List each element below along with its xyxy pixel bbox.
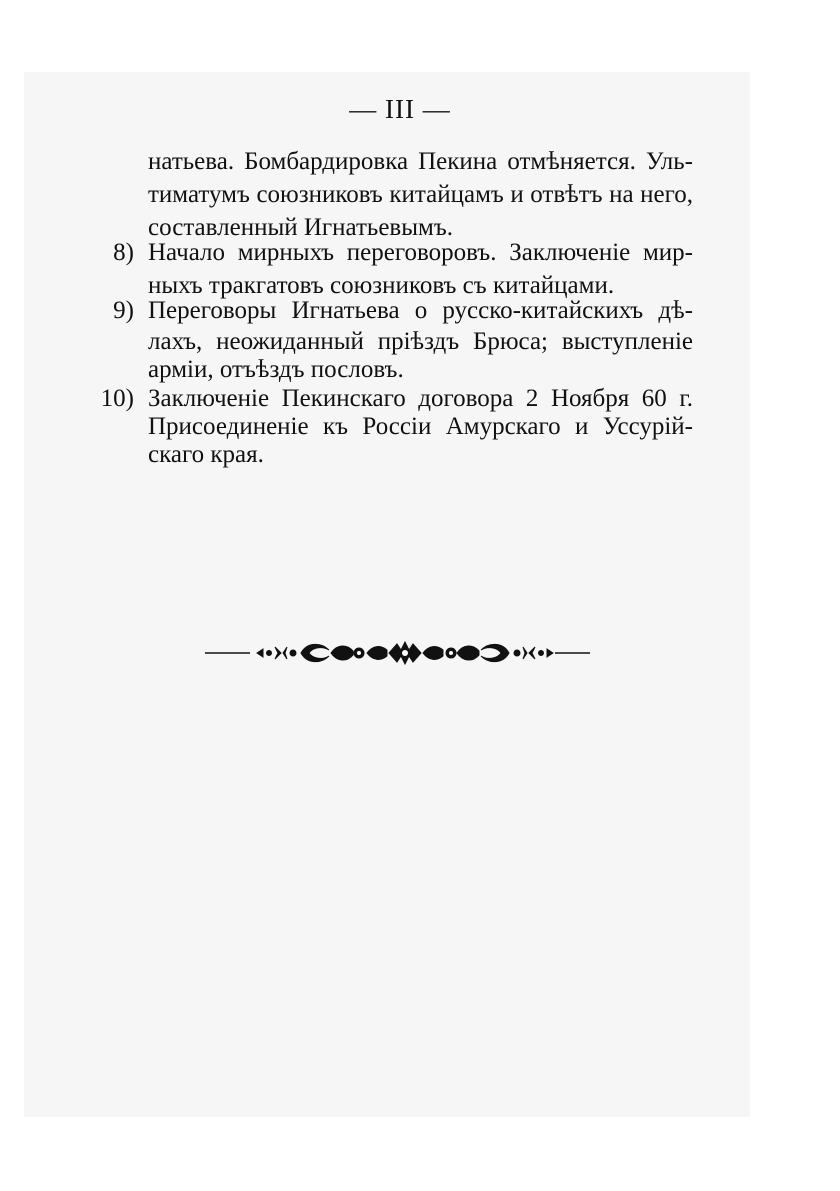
list-item-10-line-2: Присоединеніе къ Россіи Амурскаго и Уссурій- [148, 413, 693, 440]
list-item-9-line-3: арміи, отъѣздъ пословъ. [148, 356, 404, 383]
list-item-9-line-1: Переговоры Игнатьева о русско-китайскихъ дѣ- [148, 297, 693, 324]
list-item-10-line-1: Заключеніе Пекинскаго договора 2 Ноября 60 г. [148, 385, 693, 412]
continuation-line-2: тиматумъ союзниковъ китайцамъ и отвѣтъ на него, [148, 181, 693, 208]
list-item-number: 10) [100, 385, 134, 412]
continuation-line-1: натьева. Бомбардировка Пекина отмѣняется. Уль- [148, 148, 693, 175]
list-item-10-line-3: скаго края. [148, 441, 264, 468]
list-item-8-line-1: Начало мирныхъ переговоровъ. Заключеніе мир- [148, 239, 693, 266]
list-item-8-line-2: ныхъ тракгатовъ союзниковъ съ китайцами. [148, 272, 615, 299]
list-item-9-line-2: лахъ, неожиданный пріѣздъ Брюса; выступленіе [148, 328, 693, 355]
ornament-divider [205, 638, 590, 668]
continuation-line-3: составленный Игнатьевымъ. [148, 214, 454, 241]
page-number: — III — [349, 94, 451, 124]
list-item-number: 9) [113, 297, 134, 324]
list-item-number: 8) [113, 239, 134, 266]
